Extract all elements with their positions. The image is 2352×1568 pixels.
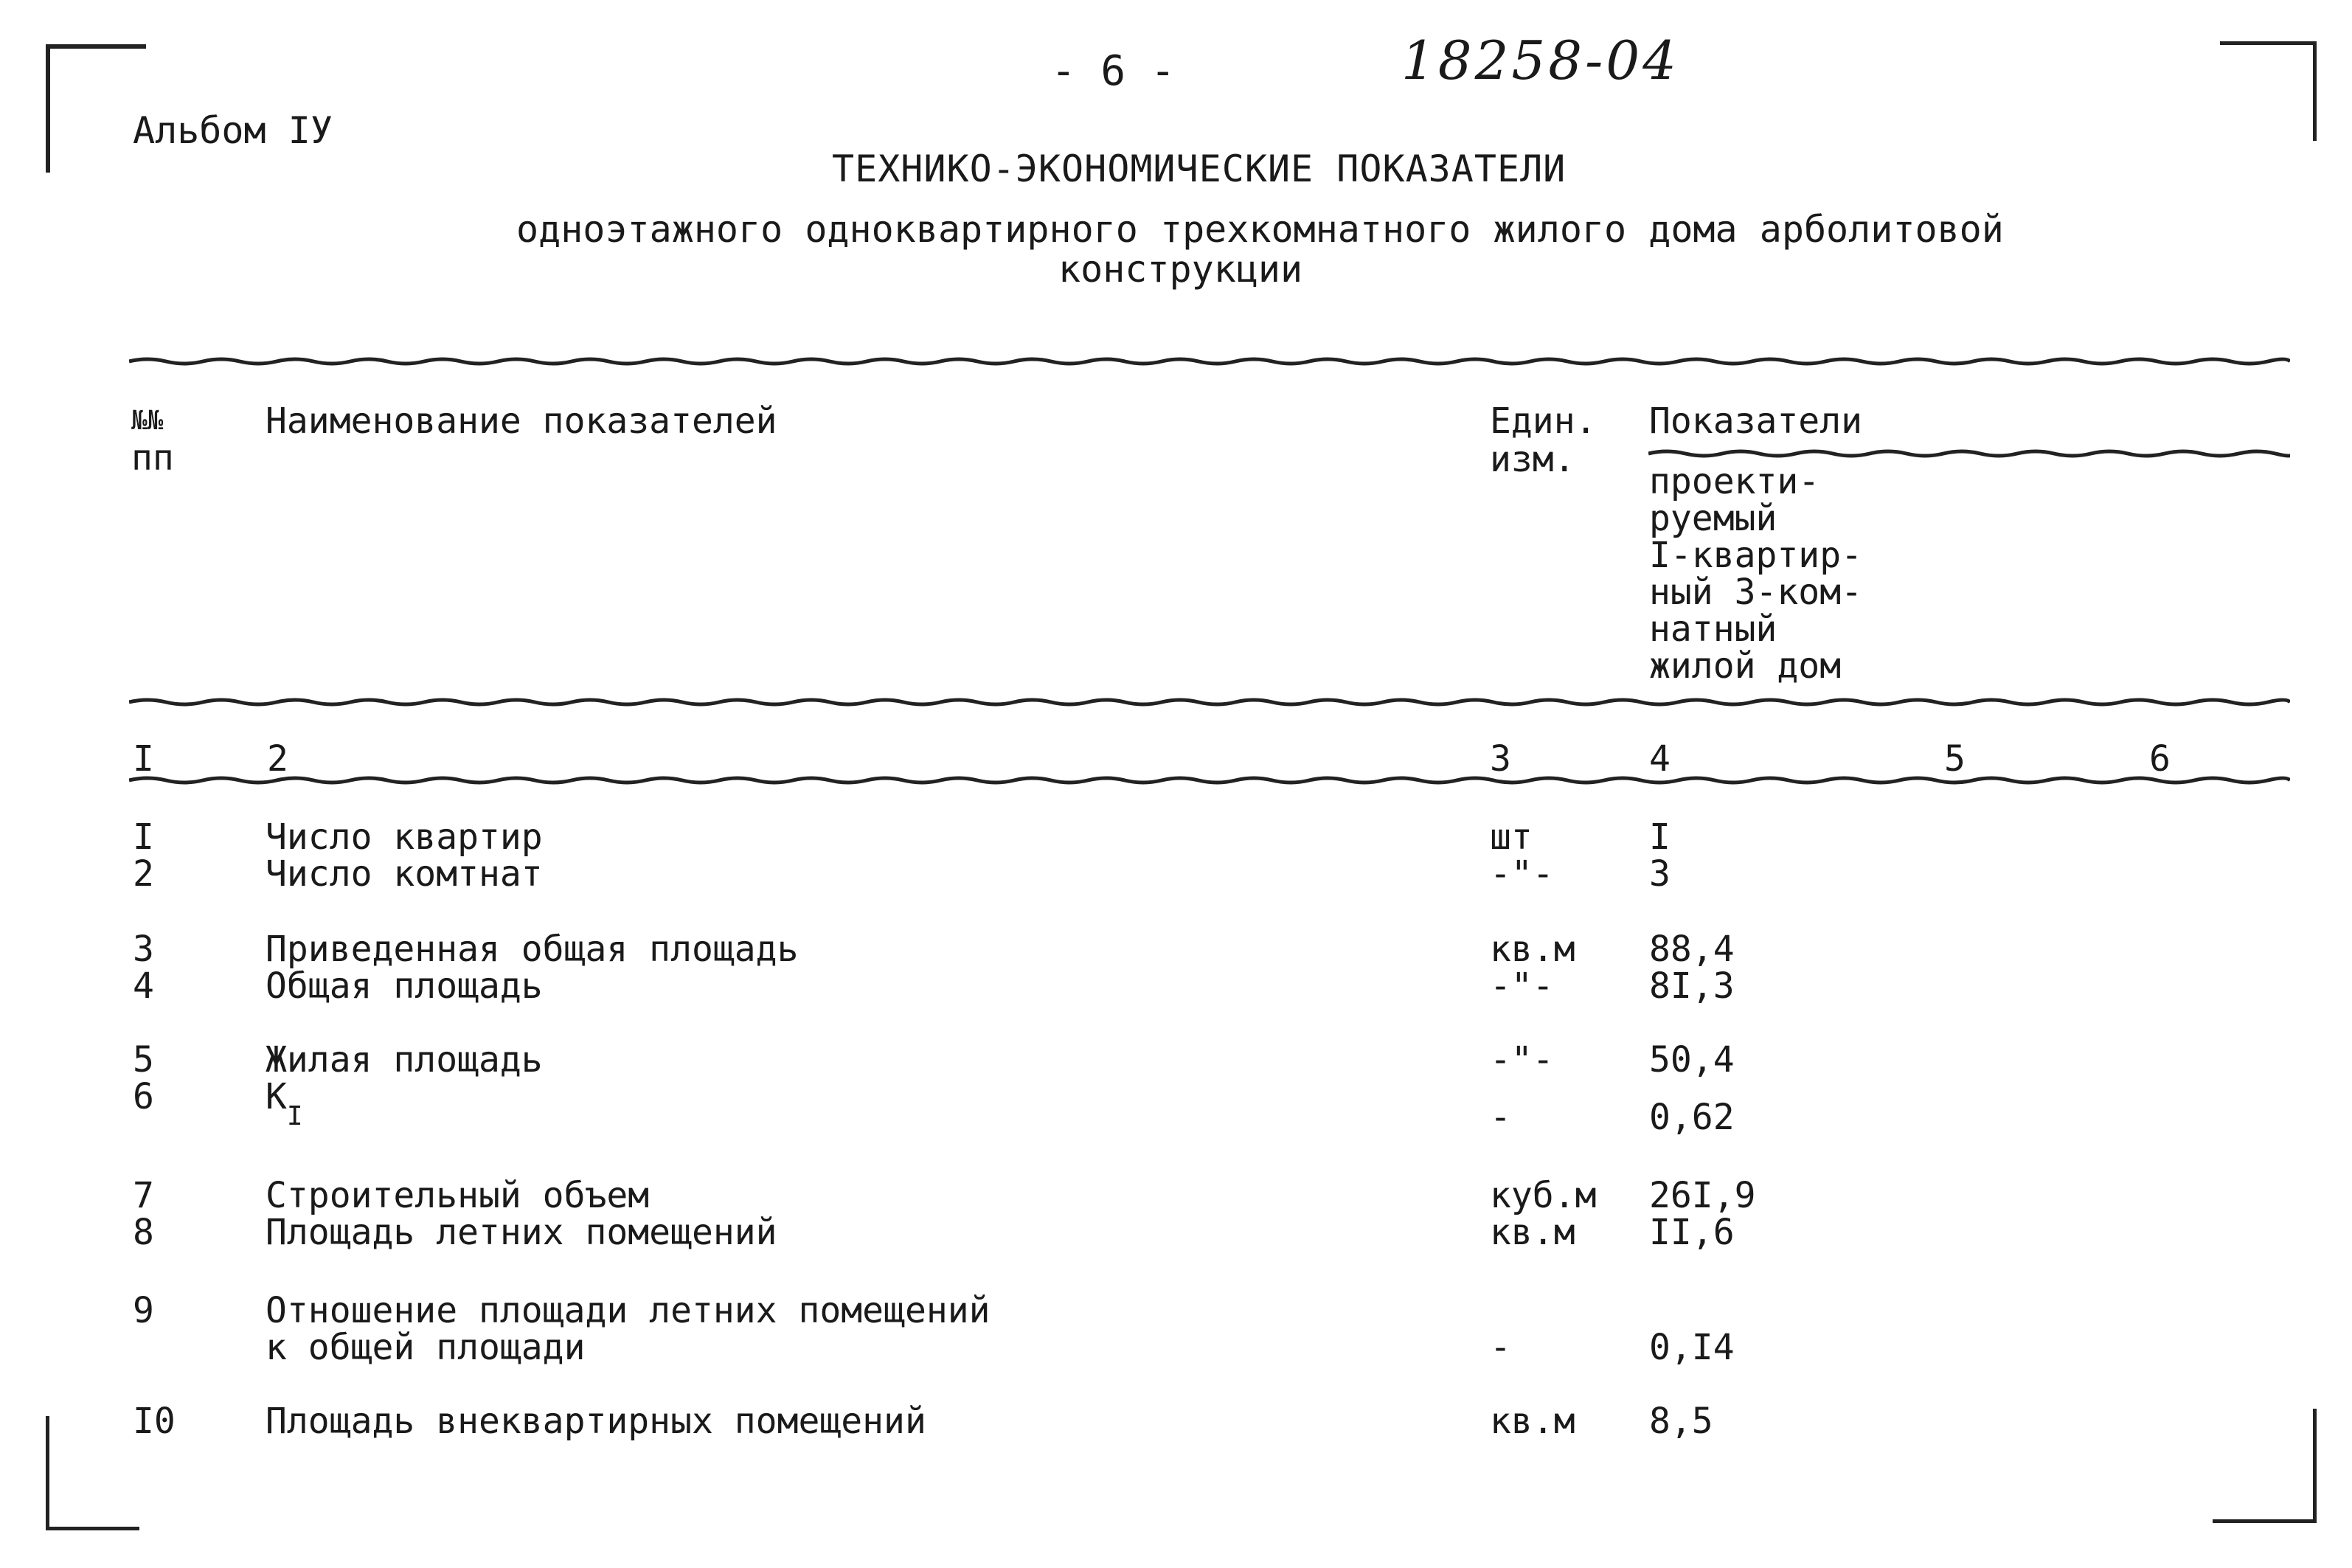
- table-row-8-num: 8: [133, 1212, 154, 1253]
- table-row-10-name: Площадь внеквартирных помещений: [266, 1401, 926, 1442]
- values-header-rule: [1648, 447, 2290, 456]
- table-row-10-num: I0: [133, 1401, 176, 1442]
- table-row-6-name-main: К: [266, 1076, 287, 1117]
- table-row-6-name: [266, 1076, 303, 1131]
- table-row-5-value: 50,4: [1649, 1039, 1735, 1080]
- table-top-rule: [129, 357, 2290, 366]
- table-row-2-num: 2: [133, 853, 154, 895]
- col-header-unit-line2: изм.: [1490, 439, 1575, 480]
- table-row-7-value: 26I,9: [1649, 1175, 1756, 1216]
- album-label: Альбом IУ: [133, 109, 333, 152]
- table-row-2-unit: -"-: [1490, 853, 1554, 895]
- table-row-9-name-line2: к общей площади: [266, 1327, 586, 1368]
- col-header-project-line5: натный: [1649, 608, 1777, 650]
- col-number-1: I: [133, 738, 154, 780]
- table-row-7-name: Строительный объем: [266, 1175, 650, 1216]
- document-code: 18258-04: [1401, 30, 1679, 91]
- col-number-6: 6: [2149, 738, 2171, 780]
- table-header-bottom-rule: [129, 698, 2290, 707]
- corner-mark-bottom-right: [2213, 1409, 2317, 1523]
- table-row-8-name: Площадь летних помещений: [266, 1212, 777, 1253]
- page-title: ТЕХНИКО-ЭКОНОМИЧЕСКИЕ ПОКАЗАТЕЛИ: [832, 148, 1567, 190]
- table-row-5-unit: -"-: [1490, 1039, 1554, 1080]
- col-header-project-line1: проекти-: [1649, 461, 1820, 502]
- table-row-8-unit: кв.м: [1490, 1212, 1575, 1253]
- col-number-3: 3: [1490, 738, 1511, 780]
- col-header-values: Показатели: [1649, 400, 1862, 442]
- table-row-6-unit: -: [1490, 1097, 1511, 1138]
- page-subtitle-line2: конструкции: [1058, 248, 1303, 291]
- col-number-2: 2: [267, 738, 288, 780]
- col-header-name: Наименование показателей: [266, 400, 777, 442]
- table-row-5-name: Жилая площадь: [266, 1039, 543, 1080]
- table-row-4-value: 8I,3: [1649, 965, 1735, 1007]
- table-row-2-name: Число комтнат: [266, 853, 543, 895]
- table-row-1-unit: шт: [1490, 816, 1533, 858]
- table-row-3-value: 88,4: [1649, 929, 1735, 970]
- table-row-6-num: 6: [133, 1076, 154, 1117]
- table-row-2-value: 3: [1649, 853, 1671, 895]
- col-header-unit-line1: Един.: [1490, 400, 1597, 442]
- corner-mark-bottom-left: [46, 1416, 139, 1530]
- table-row-10-value: 8,5: [1649, 1401, 1713, 1442]
- table-row-3-unit: кв.м: [1490, 929, 1575, 970]
- col-header-number-line2: пп: [131, 437, 174, 479]
- page-number: - 6 -: [1051, 47, 1176, 95]
- page-subtitle-line1: одноэтажного одноквартирного трехкомнатного жилого дома арболитовой: [516, 208, 2004, 251]
- table-row-9-unit: -: [1490, 1327, 1511, 1368]
- col-header-project-line6: жилой дом: [1649, 645, 1842, 687]
- table-row-1-num: I: [133, 816, 154, 858]
- col-number-5: 5: [1944, 738, 1966, 780]
- table-row-9-name: Отношение площади летних помещений: [266, 1290, 991, 1331]
- table-row-7-unit: куб.м: [1490, 1175, 1597, 1216]
- col-header-project-line3: I-квартир-: [1649, 535, 1862, 576]
- table-row-4-unit: -"-: [1490, 965, 1554, 1007]
- table-row-9-value: 0,I4: [1649, 1327, 1735, 1368]
- table-row-3-name: Приведенная общая площадь: [266, 929, 799, 970]
- column-numbers-rule: [129, 776, 2290, 785]
- table-row-8-value: II,6: [1649, 1212, 1735, 1253]
- col-header-project-line4: ный 3-ком-: [1649, 572, 1862, 613]
- table-row-1-name: Число квартир: [266, 816, 543, 858]
- col-header-number-line1: №№: [131, 406, 164, 436]
- table-row-4-num: 4: [133, 965, 154, 1007]
- col-header-project-line2: руемый: [1649, 498, 1777, 539]
- table-row-10-unit: кв.м: [1490, 1401, 1575, 1442]
- table-row-1-value: I: [1649, 816, 1671, 858]
- table-row-5-num: 5: [133, 1039, 154, 1080]
- table-row-4-name: Общая площадь: [266, 965, 543, 1007]
- table-row-7-num: 7: [133, 1175, 154, 1216]
- table-row-9-num: 9: [133, 1290, 154, 1331]
- table-row-6-value: 0,62: [1649, 1097, 1735, 1138]
- corner-mark-top-right: [2220, 41, 2317, 141]
- table-row-6-name-subscript: I: [286, 1101, 303, 1131]
- table-row-3-num: 3: [133, 929, 154, 970]
- col-number-4: 4: [1649, 738, 1671, 780]
- corner-mark-top-left: [46, 44, 146, 173]
